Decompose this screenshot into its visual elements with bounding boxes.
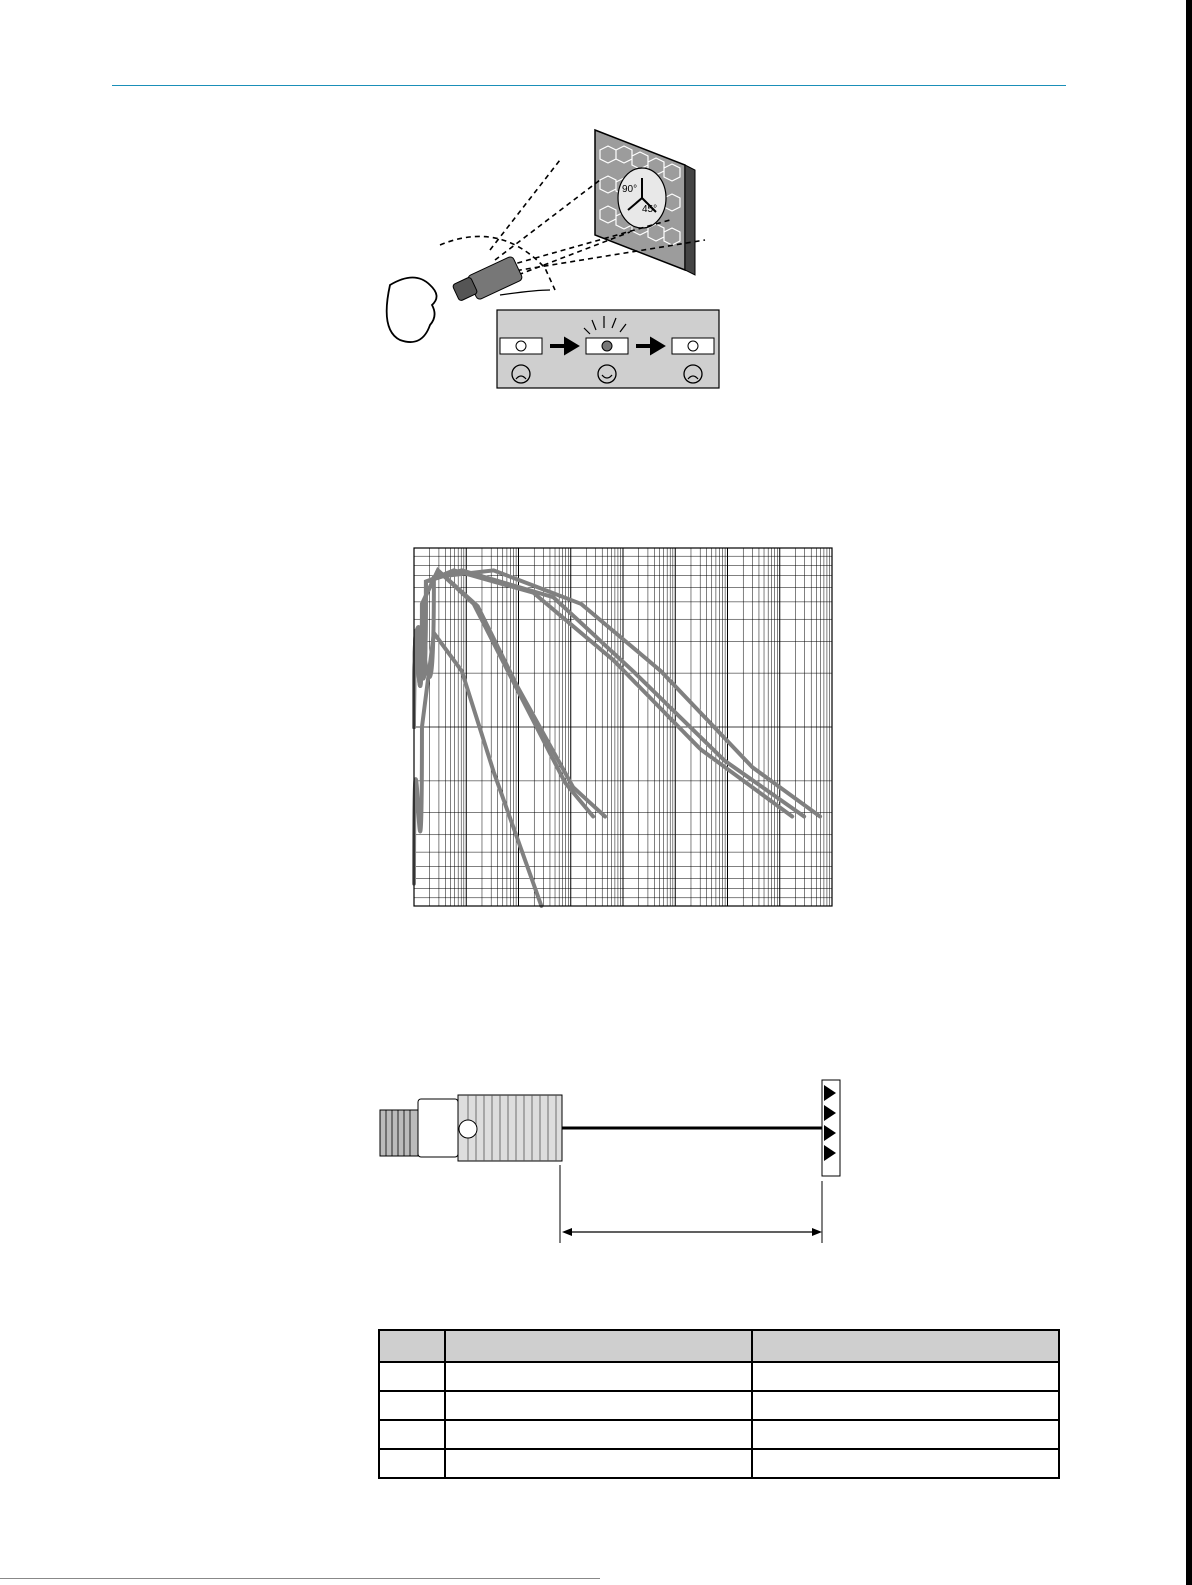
table-row xyxy=(379,1362,1059,1391)
chart-grid xyxy=(414,548,832,906)
table-cell xyxy=(445,1391,752,1420)
table-cell xyxy=(445,1449,752,1478)
distance-figure xyxy=(376,1075,860,1245)
operator-head xyxy=(387,278,437,343)
table-cell xyxy=(379,1362,445,1391)
table-cell xyxy=(752,1362,1059,1391)
table-row xyxy=(379,1449,1059,1478)
series-line-6 xyxy=(414,633,541,906)
table-cell xyxy=(445,1362,752,1391)
angle-label-45: 45° xyxy=(642,204,658,215)
alignment-figure xyxy=(360,120,740,400)
header-rule xyxy=(112,85,1066,86)
table-cell xyxy=(752,1391,1059,1420)
header-cell xyxy=(379,1330,445,1362)
table-header-row xyxy=(379,1330,1059,1362)
table-row xyxy=(379,1420,1059,1449)
header-cell xyxy=(445,1330,752,1362)
table-cell xyxy=(752,1420,1059,1449)
table-cell xyxy=(379,1391,445,1420)
sensor-body xyxy=(380,1095,562,1161)
page-edge xyxy=(1186,0,1192,1585)
header-cell xyxy=(752,1330,1059,1362)
angle-label-90: 90° xyxy=(622,184,638,195)
adjustment-screw-icon xyxy=(459,1120,477,1138)
sensor-device xyxy=(452,256,550,302)
footer-rule xyxy=(0,1578,600,1579)
table-cell xyxy=(445,1420,752,1449)
series-line-4 xyxy=(414,570,804,816)
characteristic-chart xyxy=(412,546,836,910)
table-cell xyxy=(752,1449,1059,1478)
series-line-2 xyxy=(414,570,605,816)
spec-table xyxy=(378,1329,1060,1479)
table-cell xyxy=(379,1449,445,1478)
table-row xyxy=(379,1391,1059,1420)
table-cell xyxy=(379,1420,445,1449)
